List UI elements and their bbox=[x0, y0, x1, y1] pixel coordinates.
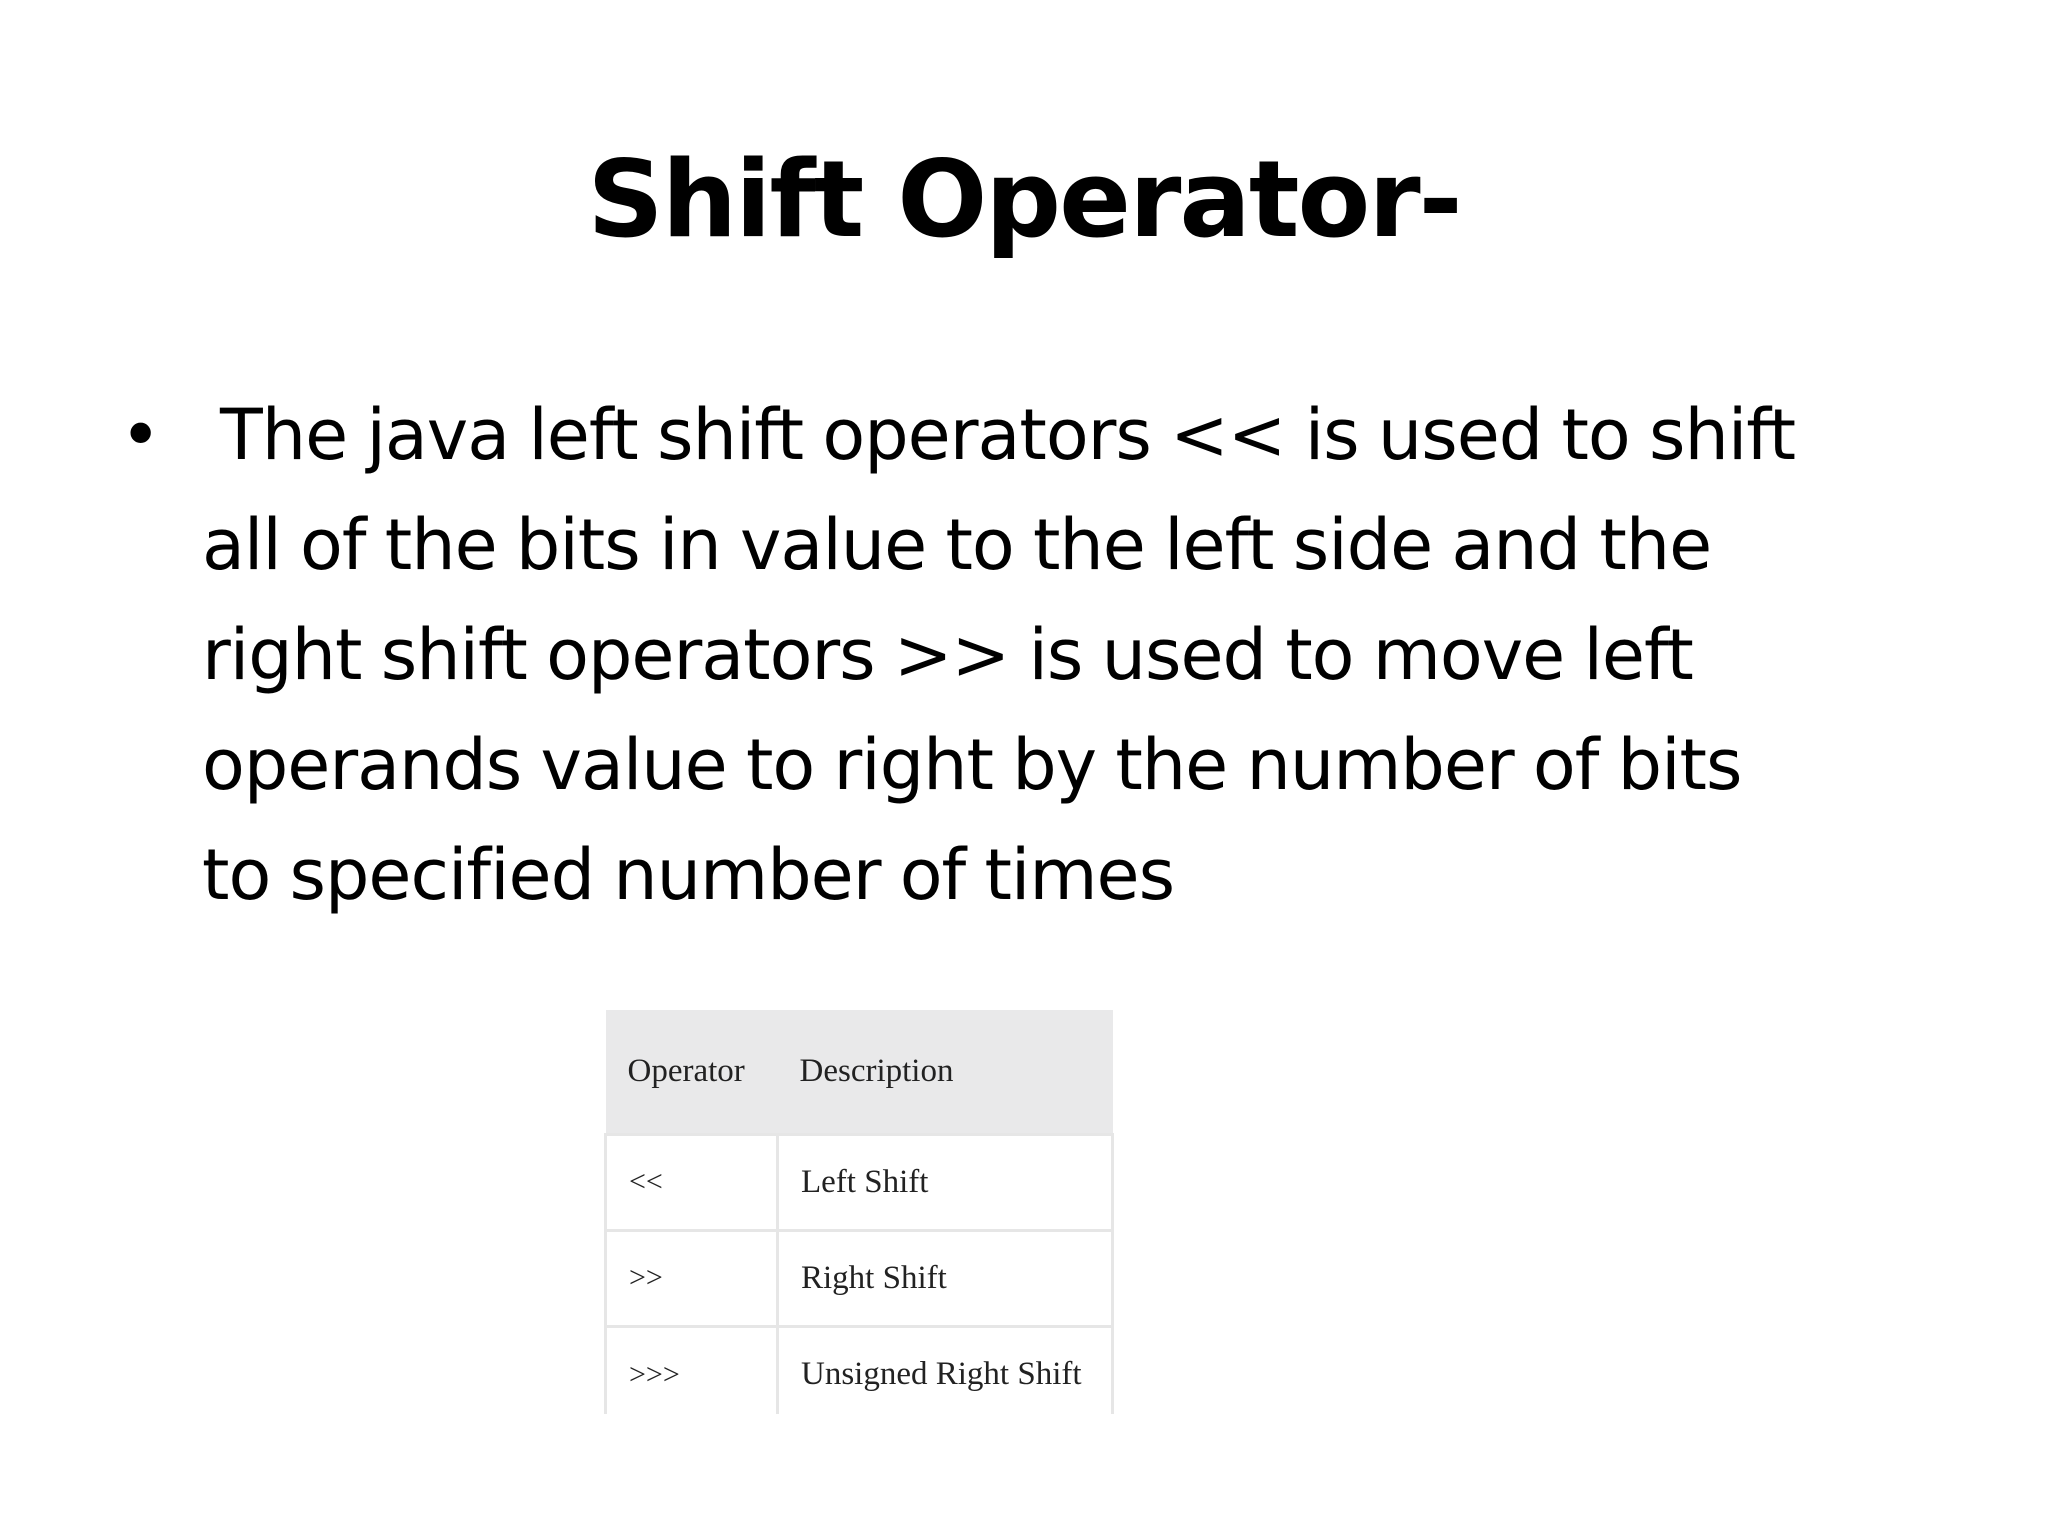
bullet-text bbox=[202, 380, 1992, 930]
table-row bbox=[606, 1134, 1113, 1230]
bullet-marker: • bbox=[120, 394, 162, 476]
table-row bbox=[606, 1326, 1113, 1414]
operator-table-image bbox=[604, 1010, 1114, 1414]
bullet-line: operands value to right by the number of bits bbox=[202, 724, 1742, 806]
bullet-line: all of the bits in value to the left side and the bbox=[202, 504, 1712, 586]
table-cell-operator: << bbox=[606, 1134, 778, 1230]
bullet-line: right shift operators >> is used to move left bbox=[202, 614, 1693, 696]
table-row bbox=[606, 1230, 1113, 1326]
table-header-operator: Operator bbox=[627, 1052, 745, 1089]
table-cell-description: Right Shift bbox=[778, 1230, 1113, 1326]
bullet-line: The java left shift operators << is used to shift bbox=[220, 394, 1796, 476]
table-cell-description: Left Shift bbox=[778, 1134, 1113, 1230]
table-cell-description: Unsigned Right Shift bbox=[778, 1326, 1113, 1414]
table-cell-operator: >>> bbox=[606, 1326, 778, 1414]
table-header-row bbox=[606, 1010, 1113, 1134]
bullet-line: to specified number of times bbox=[202, 834, 1175, 916]
table-cell-operator: >> bbox=[606, 1230, 778, 1326]
operator-table bbox=[604, 1010, 1114, 1414]
slide-title: Shift Operator- bbox=[587, 138, 1461, 261]
table-header-description: Description bbox=[799, 1052, 954, 1089]
